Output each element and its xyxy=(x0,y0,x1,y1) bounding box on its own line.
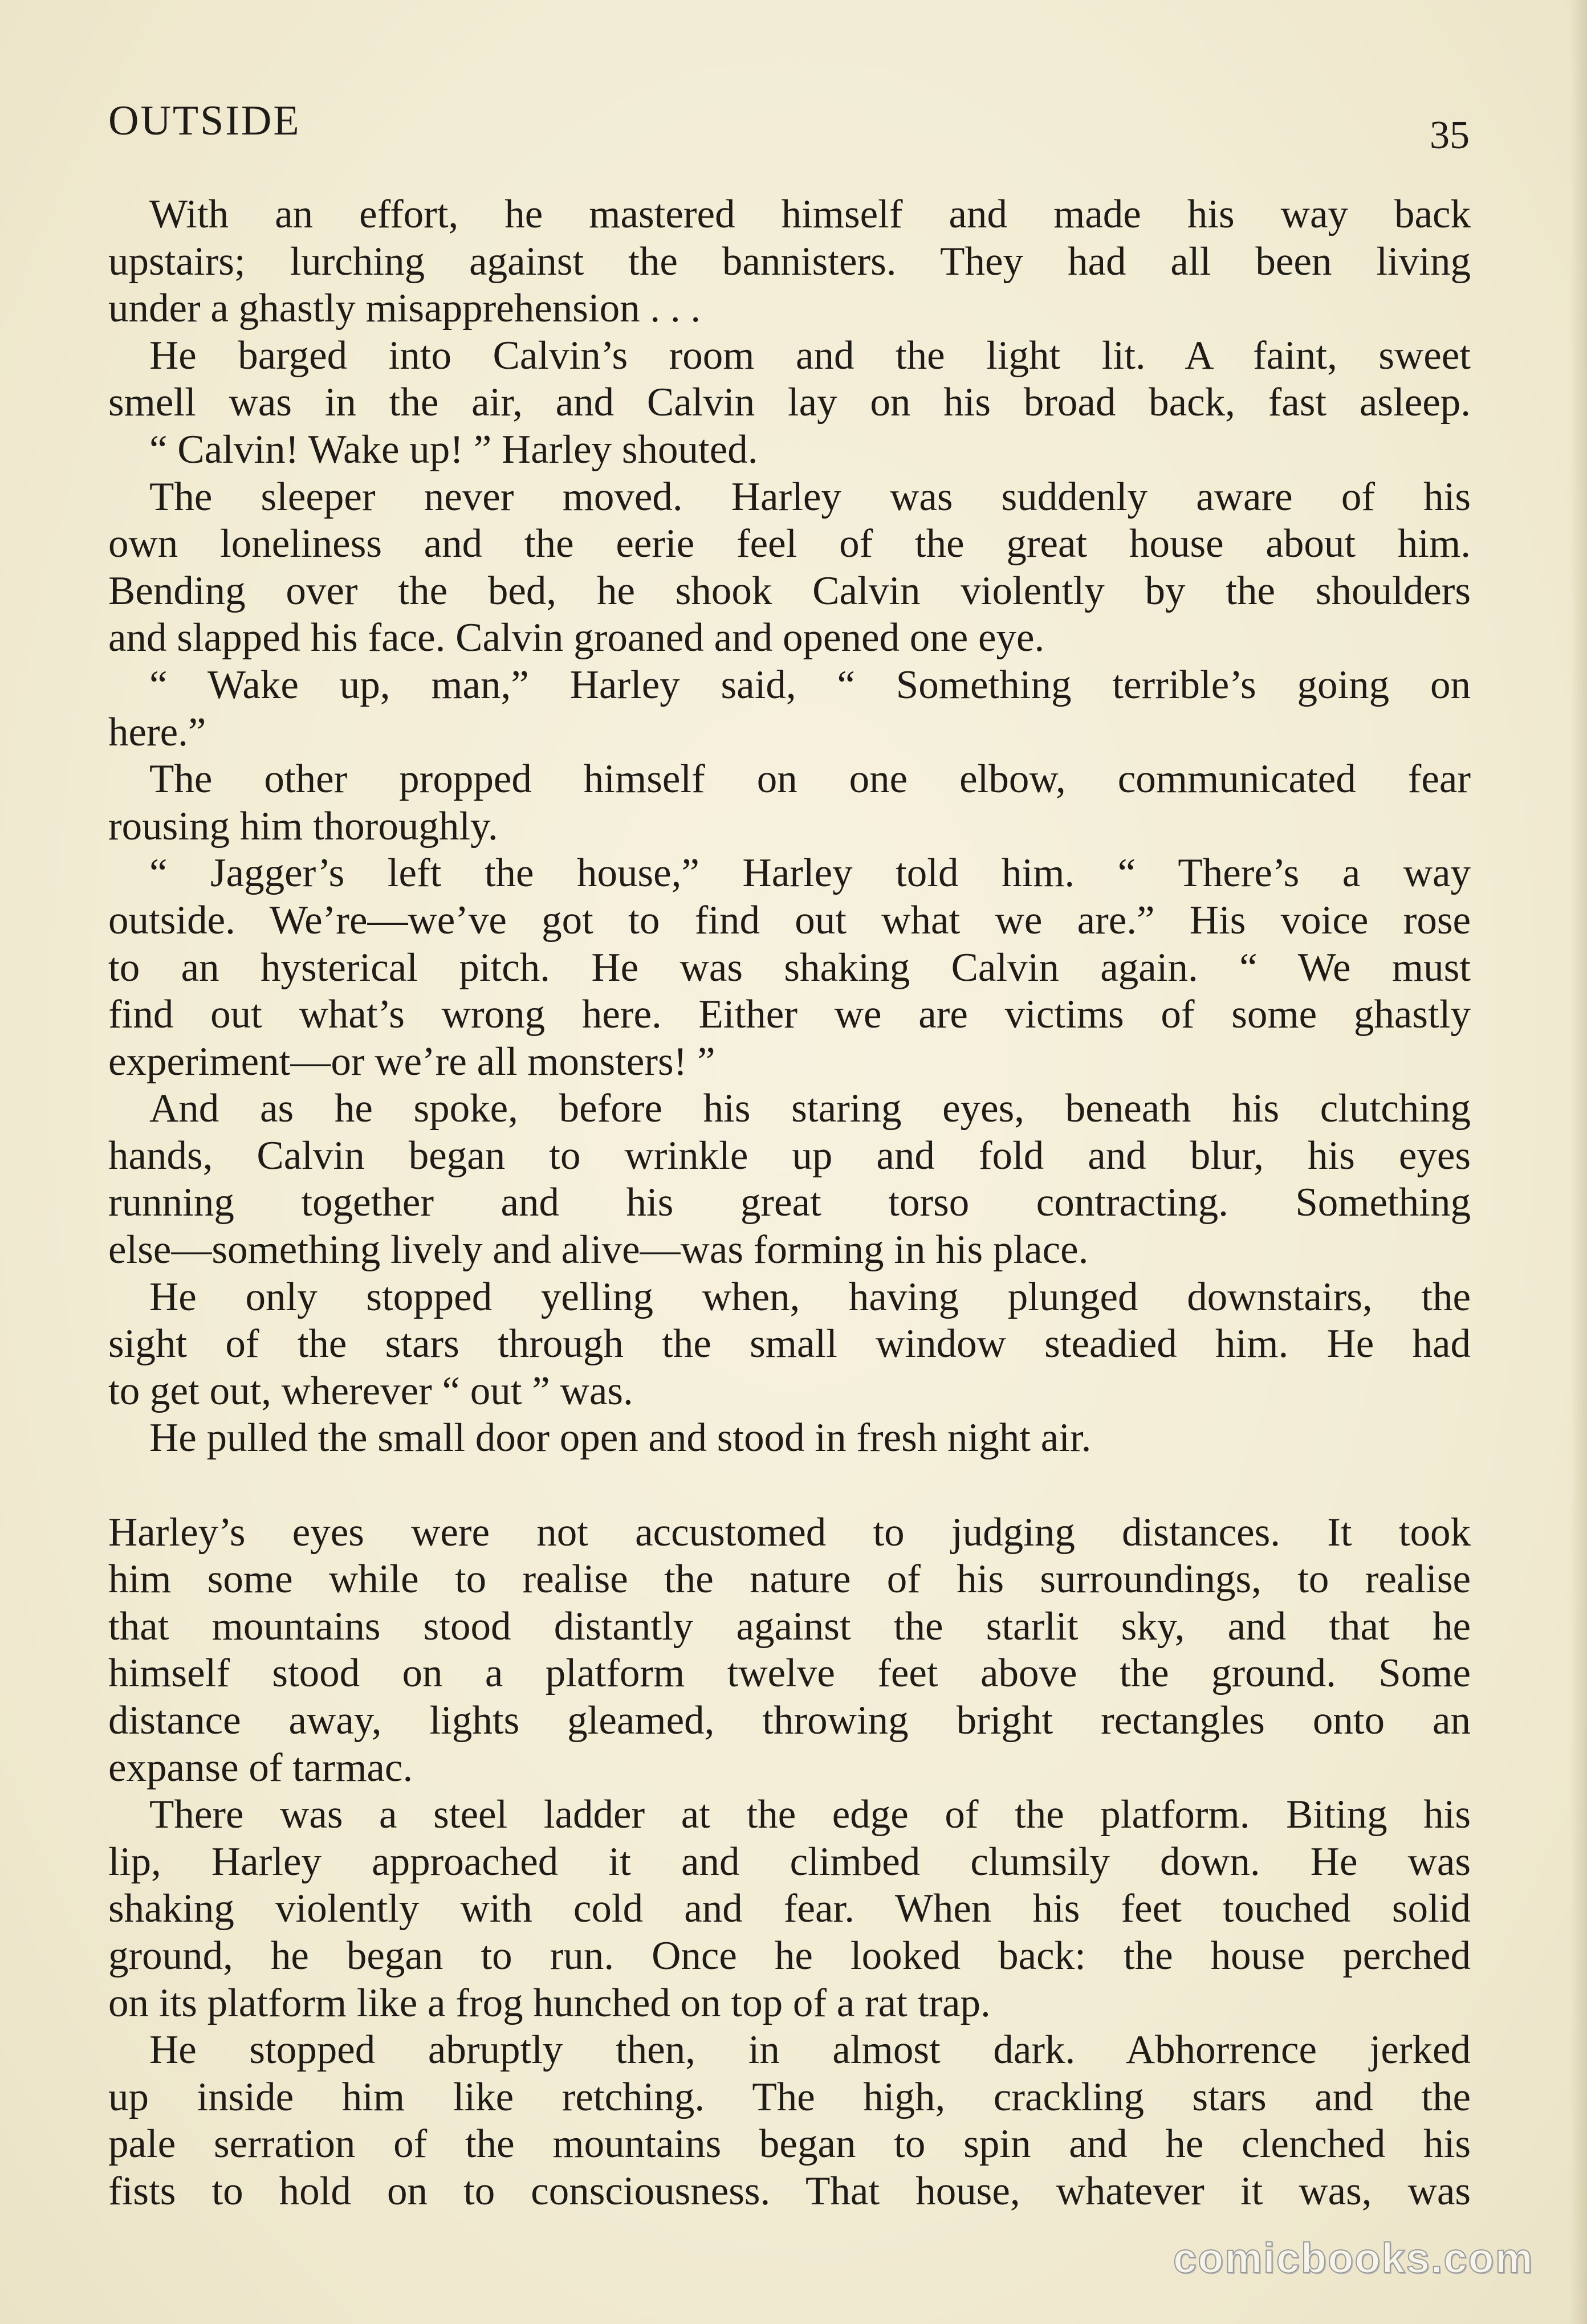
text-line: and slapped his face. Calvin groaned and opened one eye. xyxy=(108,615,1045,660)
text-line: experiment—or we’re all monsters! ” xyxy=(108,1039,715,1084)
text-line: smell was in the air, and Calvin lay on his broad back, fast asleep. xyxy=(108,380,1471,425)
text-line: that mountains stood distantly against the starlit sky, and that he xyxy=(108,1604,1471,1649)
text-line: himself stood on a platform twelve feet above the ground. Some xyxy=(108,1651,1471,1696)
text-line: Harley’s eyes were not accustomed to judging distances. It took xyxy=(108,1510,1471,1555)
page-number: 35 xyxy=(1430,113,1470,157)
text-line: under a ghastly misapprehension . . . xyxy=(108,286,701,331)
text-line: And as he spoke, before his staring eyes, beneath his clutching xyxy=(149,1086,1471,1131)
text-line: The other propped himself on one elbow, communicated fear xyxy=(149,757,1471,802)
text-line: running together and his great torso contracting. Something xyxy=(108,1180,1471,1225)
text-line: expanse of tarmac. xyxy=(108,1745,413,1790)
page-edge-shadow xyxy=(1570,0,1587,2324)
running-head: OUTSIDE xyxy=(108,97,301,144)
text-line: upstairs; lurching against the bannisters. They had all been living xyxy=(108,239,1471,284)
text-line: He stopped abruptly then, in almost dark. Abhorrence jerked xyxy=(149,2028,1471,2073)
body-text xyxy=(108,191,1471,2215)
text-line: here.” xyxy=(108,710,206,755)
text-line: fists to hold on to consciousness. That house, whatever it was, was xyxy=(108,2168,1471,2213)
text-line: distance away, lights gleamed, throwing bright rectangles onto an xyxy=(108,1698,1471,1743)
text-line: find out what’s wrong here. Either we are victims of some ghastly xyxy=(108,992,1471,1037)
text-line: outside. We’re—we’ve got to find out what we are.” His voice rose xyxy=(108,898,1471,943)
text-line: lip, Harley approached it and climbed clumsily down. He was xyxy=(108,1839,1471,1884)
text-line: sight of the stars through the small window steadied him. He had xyxy=(108,1322,1471,1367)
text-line: “ Wake up, man,” Harley said, “ Something terrible’s going on xyxy=(149,662,1471,707)
text-line: own loneliness and the eerie feel of the great house about him. xyxy=(108,521,1471,566)
watermark: comicbooks.com xyxy=(1173,2235,1534,2282)
text-line: to get out, wherever “ out ” was. xyxy=(108,1368,633,1413)
text-line: With an effort, he mastered himself and made his way back xyxy=(149,192,1471,237)
text-line: shaking violently with cold and fear. When his feet touched solid xyxy=(108,1886,1471,1931)
text-line: to an hysterical pitch. He was shaking Calvin again. “ We must xyxy=(108,945,1471,990)
text-line: else—something lively and alive—was forming in his place. xyxy=(108,1228,1089,1273)
text-line: up inside him like retching. The high, crackling stars and the xyxy=(108,2074,1471,2119)
text-line: “ Jagger’s left the house,” Harley told him. “ There’s a way xyxy=(149,851,1471,896)
text-line: There was a steel ladder at the edge of the platform. Biting his xyxy=(149,1792,1471,1837)
text-line: on its platform like a frog hunched on top of a rat trap. xyxy=(108,1980,991,2025)
text-line: He only stopped yelling when, having plunged downstairs, the xyxy=(149,1274,1471,1319)
text-line: He pulled the small door open and stood in fresh night air. xyxy=(149,1416,1092,1461)
text-line: “ Calvin! Wake up! ” Harley shouted. xyxy=(149,427,758,472)
text-line: The sleeper never moved. Harley was suddenly aware of his xyxy=(149,474,1471,519)
text-line: rousing him thoroughly. xyxy=(108,804,498,849)
text-line: him some while to realise the nature of his surroundings, to realise xyxy=(108,1557,1471,1602)
text-line: ground, he began to run. Once he looked back: the house perched xyxy=(108,1933,1471,1978)
text-line: He barged into Calvin’s room and the light lit. A faint, sweet xyxy=(149,333,1471,378)
text-line: hands, Calvin began to wrinkle up and fold and blur, his eyes xyxy=(108,1133,1471,1178)
text-line: pale serration of the mountains began to spin and he clenched his xyxy=(108,2122,1471,2167)
text-line: Bending over the bed, he shook Calvin violently by the shoulders xyxy=(108,568,1471,613)
section-break xyxy=(108,1462,1471,1509)
